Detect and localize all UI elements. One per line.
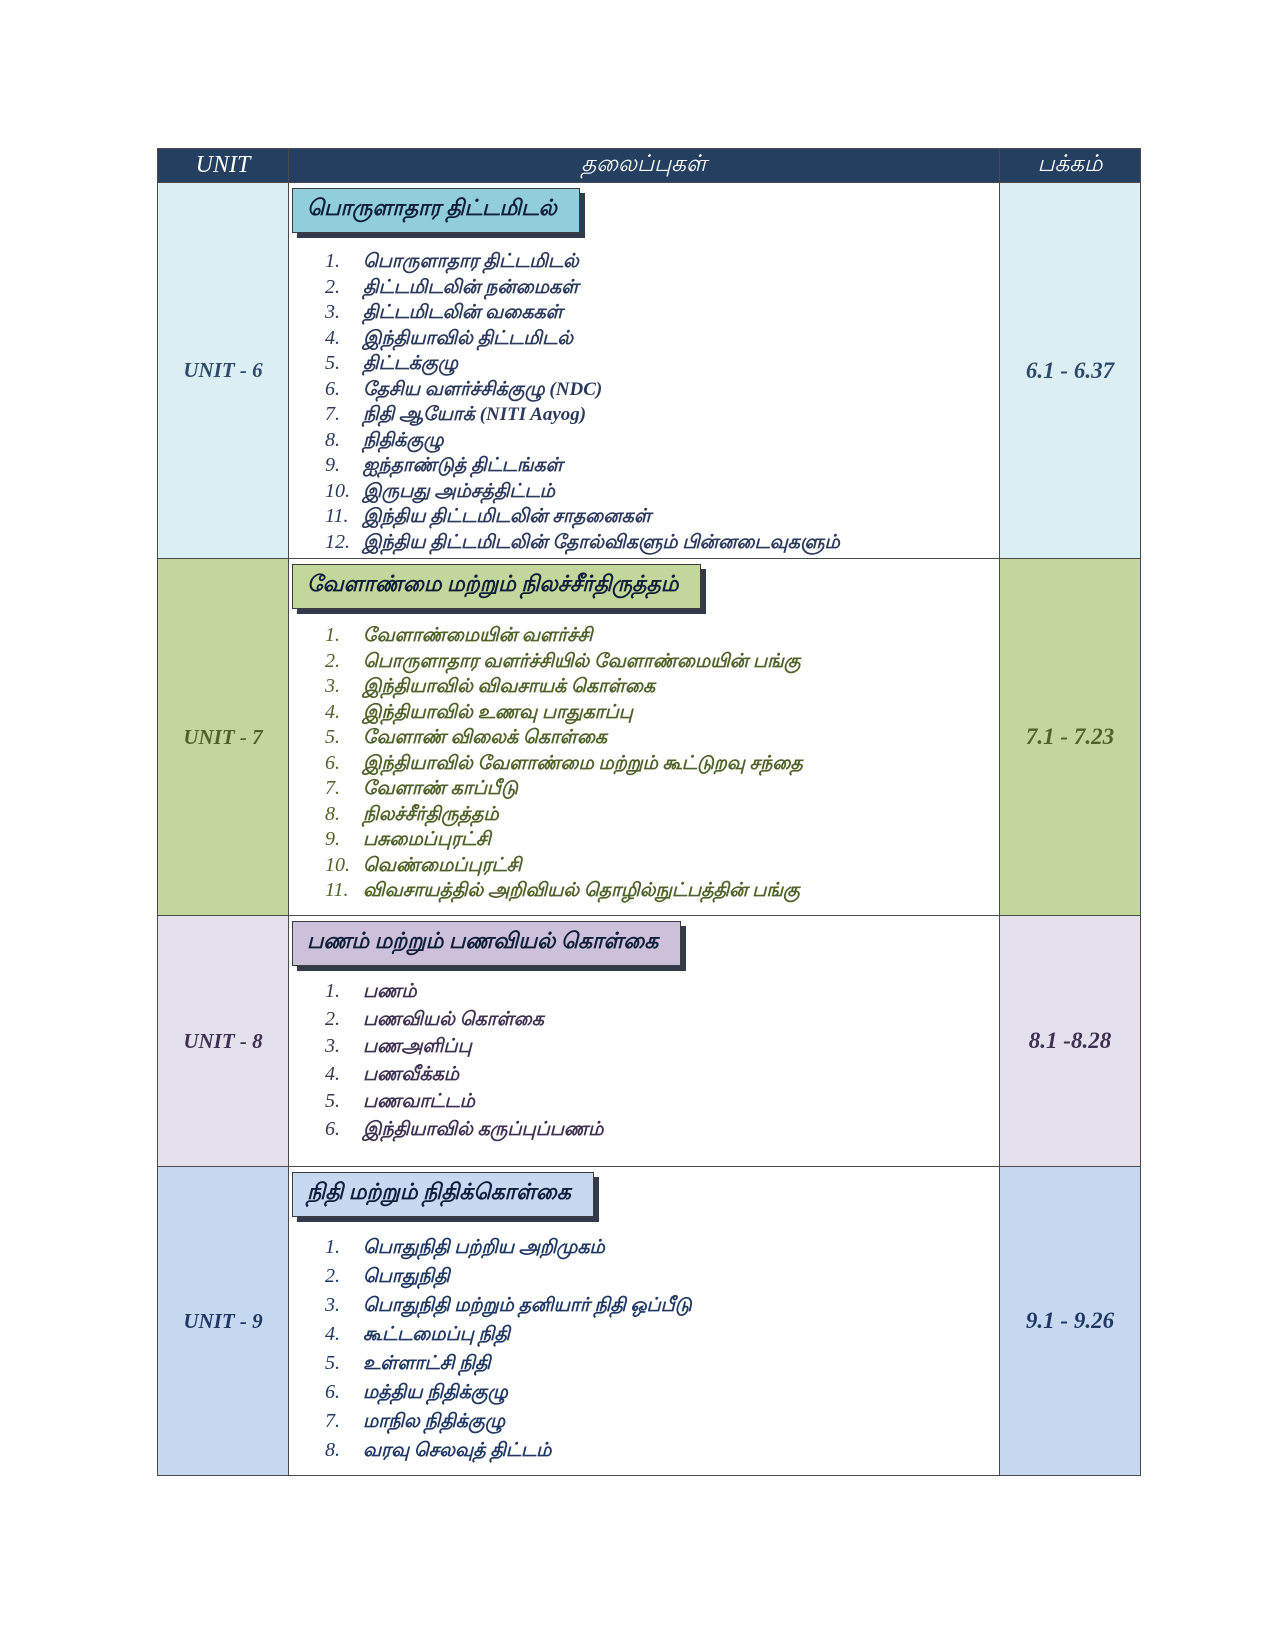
item-text: பணவாட்டம்	[363, 1091, 475, 1112]
list-item	[325, 504, 999, 530]
list-item	[325, 802, 999, 828]
item-number: 2.	[325, 1265, 340, 1287]
item-text: பொருளாதார திட்டமிடல்	[363, 251, 579, 272]
item-text: இந்திய திட்டமிடலின் சாதனைகள்	[363, 506, 651, 527]
item-text: திட்டமிடலின் வகைகள்	[363, 302, 563, 323]
section-title: நிதி மற்றும் நிதிக்கொள்கை	[292, 1172, 594, 1217]
item-text: பசுமைப்புரட்சி	[363, 829, 491, 850]
item-number: 6.	[325, 1117, 340, 1140]
item-text: உள்ளாட்சி நிதி	[363, 1353, 491, 1374]
list-item	[325, 1378, 999, 1407]
item-number: 1.	[325, 624, 340, 646]
item-number: 10.	[325, 853, 350, 876]
list-item	[325, 1407, 999, 1436]
topic-list	[289, 623, 999, 904]
item-number: 2.	[325, 1007, 340, 1030]
item-text: இந்திய திட்டமிடலின் தோல்விகளும் பின்னடைவுகளும்	[363, 531, 840, 553]
list-item	[325, 978, 999, 1006]
page-range: 7.1 - 7.23	[1000, 559, 1141, 916]
item-number: 5.	[325, 352, 340, 374]
page-range: 8.1 -8.28	[1000, 916, 1141, 1167]
item-number: 5.	[325, 726, 340, 748]
item-text: திட்டமிடலின் நன்மைகள்	[363, 276, 579, 298]
list-item	[325, 623, 999, 649]
unit-label: UNIT - 7	[158, 559, 289, 916]
item-text: வேளாண் விலைக் கொள்கை	[363, 727, 608, 748]
list-item	[325, 1061, 999, 1089]
item-text: பணவியல் கொள்கை	[363, 1008, 544, 1030]
list-item	[325, 377, 999, 403]
item-text: திட்டக்குழு	[363, 353, 459, 374]
item-text: நிலச்சீர்திருத்தம்	[363, 803, 499, 825]
item-text: வெண்மைப்புரட்சி	[363, 854, 522, 876]
item-text: இந்தியாவில் கருப்புப்பணம்	[363, 1118, 604, 1140]
item-text: விவசாயத்தில் அறிவியல் தொழில்நுட்பத்தின் பங்கு	[363, 880, 800, 901]
page-range: 9.1 - 9.26	[1000, 1167, 1141, 1476]
item-text: ஐந்தாண்டுத் திட்டங்கள்	[363, 455, 563, 476]
item-number: 9.	[325, 828, 340, 850]
list-item	[325, 428, 999, 454]
list-item	[325, 300, 999, 326]
item-number: 1.	[325, 250, 340, 272]
item-number: 6.	[325, 751, 340, 774]
list-item	[325, 700, 999, 726]
item-number: 9.	[325, 454, 340, 476]
item-text: மத்திய நிதிக்குழு	[363, 1382, 508, 1403]
list-item	[325, 1006, 999, 1034]
section-title: பணம் மற்றும் பணவியல் கொள்கை	[292, 921, 681, 966]
item-number: 7.	[325, 1410, 340, 1432]
item-number: 8.	[325, 428, 340, 451]
item-number: 4.	[325, 326, 340, 349]
unit-label: UNIT - 9	[158, 1167, 289, 1476]
header-topics: தலைப்புகள்	[289, 149, 1000, 183]
item-text: இந்தியாவில் உணவு பாதுகாப்பு	[363, 701, 633, 723]
header-page: பக்கம்	[1000, 149, 1141, 183]
list-item	[325, 326, 999, 352]
item-number: 7.	[325, 777, 340, 799]
item-number: 11.	[325, 879, 349, 901]
page-range: 6.1 - 6.37	[1000, 183, 1141, 559]
item-number: 5.	[325, 1090, 340, 1112]
list-item	[325, 1088, 999, 1116]
item-number: 1.	[325, 1236, 340, 1258]
topic-list	[289, 978, 999, 1143]
list-item	[325, 479, 999, 505]
list-item	[325, 827, 999, 853]
section-title: வேளாண்மை மற்றும் நிலச்சீர்திருத்தம்	[292, 564, 701, 609]
item-text: கூட்டமைப்பு நிதி	[363, 1324, 510, 1345]
item-number: 3.	[325, 675, 340, 697]
toc-body	[158, 183, 1141, 1476]
item-number: 7.	[325, 403, 340, 425]
list-item	[325, 674, 999, 700]
item-number: 5.	[325, 1352, 340, 1374]
list-item	[325, 878, 999, 904]
toc-table	[157, 148, 1141, 1476]
list-item	[325, 776, 999, 802]
unit-label: UNIT - 6	[158, 183, 289, 559]
unit-row	[158, 559, 1141, 916]
item-text: பொதுநிதி மற்றும் தனியார் நிதி ஒப்பீடு	[363, 1295, 692, 1316]
item-number: 4.	[325, 1323, 340, 1345]
item-number: 2.	[325, 275, 340, 298]
item-text: நிதிக்குழு	[363, 429, 444, 451]
item-text: பொதுநிதி பற்றிய அறிமுகம்	[363, 1237, 605, 1258]
item-text: மாநில நிதிக்குழு	[363, 1411, 505, 1432]
list-item	[325, 1291, 999, 1320]
item-text: பணம்	[363, 981, 417, 1002]
item-number: 3.	[325, 1294, 340, 1316]
list-item	[325, 1233, 999, 1262]
list-item	[325, 351, 999, 377]
item-text: இந்தியாவில் வேளாண்மை மற்றும் கூட்டுறவு சந்தை	[363, 752, 803, 774]
item-number: 8.	[325, 802, 340, 825]
unit-label: UNIT - 8	[158, 916, 289, 1167]
list-item	[325, 1436, 999, 1465]
item-number: 11.	[325, 505, 349, 527]
unit-row	[158, 183, 1141, 559]
item-text: பணவீக்கம்	[363, 1063, 460, 1085]
list-item	[325, 751, 999, 777]
item-text: இந்தியாவில் திட்டமிடல்	[363, 327, 574, 349]
list-item	[325, 1033, 999, 1061]
list-item	[325, 1116, 999, 1144]
item-number: 4.	[325, 700, 340, 723]
item-text: பொருளாதார வளர்ச்சியில் வேளாண்மையின் பங்கு	[363, 650, 801, 672]
item-text: பணஅளிப்பு	[363, 1036, 472, 1057]
item-text: இந்தியாவில் விவசாயக் கொள்கை	[363, 676, 656, 697]
item-text: இருபது அம்சத்திட்டம்	[363, 480, 555, 502]
item-number: 8.	[325, 1439, 340, 1461]
unit-topics	[289, 559, 1000, 916]
item-number: 6.	[325, 1381, 340, 1403]
item-number: 4.	[325, 1062, 340, 1085]
list-item	[325, 1320, 999, 1349]
list-item	[325, 453, 999, 479]
unit-topics	[289, 183, 1000, 559]
topic-list	[289, 249, 999, 555]
item-number: 12.	[325, 530, 350, 553]
item-number: 6.	[325, 377, 340, 400]
unit-topics	[289, 916, 1000, 1167]
item-text: வரவு செலவுத் திட்டம்	[363, 1440, 552, 1461]
list-item	[325, 853, 999, 879]
section-title: பொருளாதார திட்டமிடல்	[292, 188, 580, 233]
item-number: 1.	[325, 980, 340, 1002]
topic-list	[289, 1233, 999, 1465]
item-text: பொதுநிதி	[363, 1266, 450, 1287]
item-text: வேளாண்மையின் வளர்ச்சி	[363, 625, 593, 646]
list-item	[325, 275, 999, 301]
item-number: 3.	[325, 301, 340, 323]
item-number: 2.	[325, 649, 340, 672]
unit-topics	[289, 1167, 1000, 1476]
table-header-row	[158, 149, 1141, 183]
list-item	[325, 725, 999, 751]
item-number: 10.	[325, 479, 350, 502]
list-item	[325, 1262, 999, 1291]
item-number: 3.	[325, 1035, 340, 1057]
list-item	[325, 402, 999, 428]
item-text: தேசிய வளர்ச்சிக்குழு (NDC)	[363, 378, 603, 400]
list-item	[325, 649, 999, 675]
list-item	[325, 530, 999, 556]
header-unit: UNIT	[158, 149, 289, 183]
list-item	[325, 1349, 999, 1378]
item-text: வேளாண் காப்பீடு	[363, 778, 518, 799]
item-text: நிதி ஆயோக் (NITI Aayog)	[363, 404, 587, 425]
unit-row	[158, 1167, 1141, 1476]
unit-row	[158, 916, 1141, 1167]
list-item	[325, 249, 999, 275]
